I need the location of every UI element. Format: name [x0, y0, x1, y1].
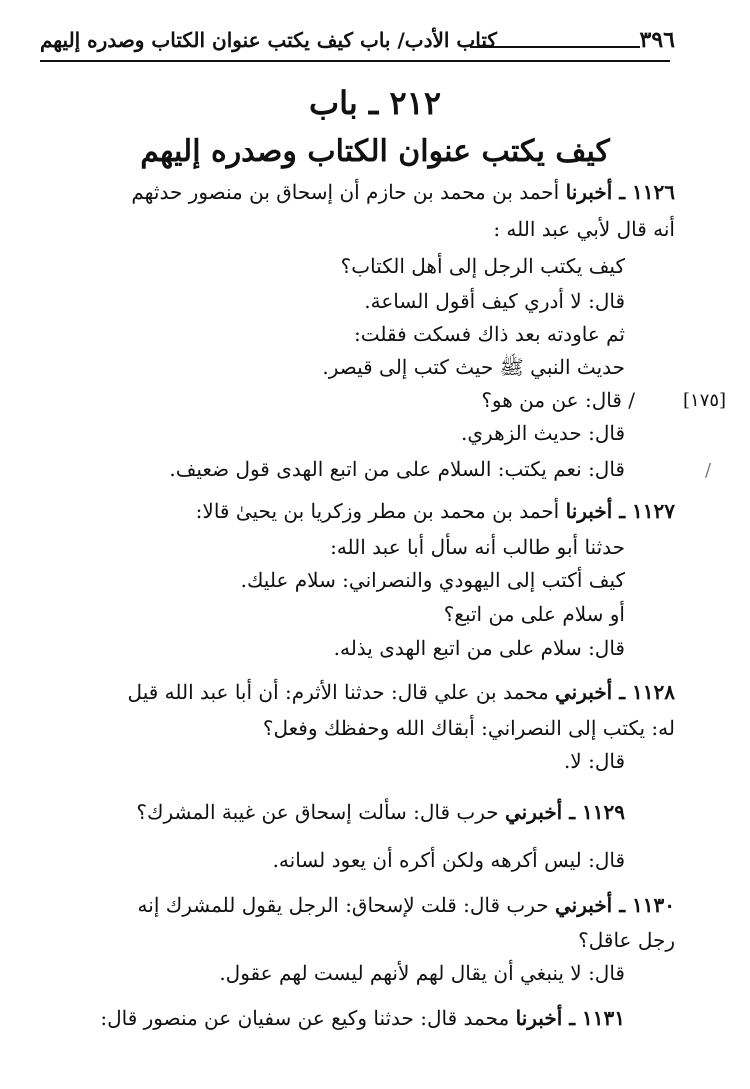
text-line: قال: لا أدري كيف أقول الساعة. — [364, 289, 625, 313]
running-title: كتاب الأدب/ باب كيف يكتب عنوان الكتاب وصدره إليهم — [40, 28, 497, 52]
text-line: قال: لا. — [563, 749, 625, 773]
text-line: حدثنا أبو طالب أنه سأل أبا عبد الله: — [330, 535, 625, 559]
text-line: ١١٢٩ ـ أخبرني حرب قال: سألت إسحاق عن غيبة المشرك؟ — [136, 800, 625, 824]
text-line: قال: لا ينبغي أن يقال لهم لأنهم ليست لهم عقول. — [219, 961, 625, 985]
text-line: ثم عاودته بعد ذاك فسكت فقلت: — [354, 322, 625, 346]
chapter-title: كيف يكتب عنوان الكتاب وصدره إليهم — [140, 134, 610, 169]
text-line: ١١٣١ ـ أخبرنا محمد قال: حدثنا وكيع عن سفيان عن منصور قال: — [100, 1006, 625, 1030]
text-line: حديث النبي ﷺ حيث كتب إلى قيصر. — [322, 355, 625, 379]
hadith-lead: ١١٢٧ ـ أخبرنا — [565, 499, 675, 523]
text-line: قال: سلام على من اتبع الهدى يذله. — [333, 636, 625, 660]
chapter-number: ٢١٢ ـ باب — [309, 84, 441, 122]
text-line: ١١٢٧ ـ أخبرنا أحمد بن محمد بن مطر وزكريا بن يحيىٰ قالا: — [195, 499, 675, 523]
margin-mark: / — [705, 460, 712, 481]
text-line: / قال: عن من هو؟ — [481, 388, 635, 412]
page-number: ٣٩٦ — [639, 27, 675, 53]
hadith-lead: ١١٢٩ ـ أخبرني — [505, 800, 625, 824]
text-line: له: يكتب إلى النصراني: أبقاك الله وحفظك وفعل؟ — [262, 716, 675, 740]
header-rule — [40, 60, 670, 62]
text-line: ١١٢٦ ـ أخبرنا أحمد بن محمد بن حازم أن إسحاق بن منصور حدثهم — [131, 180, 675, 204]
hadith-lead: ١١٣٠ ـ أخبرني — [555, 893, 675, 917]
text-line: كيف أكتب إلى اليهودي والنصراني: سلام عليك. — [240, 568, 625, 592]
margin-folio-note: [١٧٥] — [683, 390, 727, 411]
text-line: قال: ليس أكرهه ولكن أكره أن يعود لسانه. — [272, 848, 625, 872]
hadith-lead: ١١٣١ ـ أخبرنا — [515, 1006, 625, 1030]
text-line: كيف يكتب الرجل إلى أهل الكتاب؟ — [340, 254, 625, 278]
text-line: أو سلام على من اتبع؟ — [443, 602, 625, 626]
hadith-lead: ١١٢٦ ـ أخبرنا — [565, 180, 675, 204]
text-line: قال: حديث الزهري. — [461, 421, 625, 445]
text-line: رجل عاقل؟ — [578, 928, 675, 952]
text-line: قال: نعم يكتب: السلام على من اتبع الهدى قول ضعيف. — [169, 457, 625, 481]
hadith-lead: ١١٢٨ ـ أخبرني — [555, 680, 675, 704]
text-line: أنه قال لأبي عبد الله : — [493, 217, 675, 241]
text-line: ١١٢٨ ـ أخبرني محمد بن علي قال: حدثنا الأثرم: أن أبا عبد الله قيل — [127, 680, 675, 704]
text-line: ١١٣٠ ـ أخبرني حرب قال: قلت لإسحاق: الرجل يقول للمشرك إنه — [137, 893, 675, 917]
page-header — [0, 0, 750, 70]
